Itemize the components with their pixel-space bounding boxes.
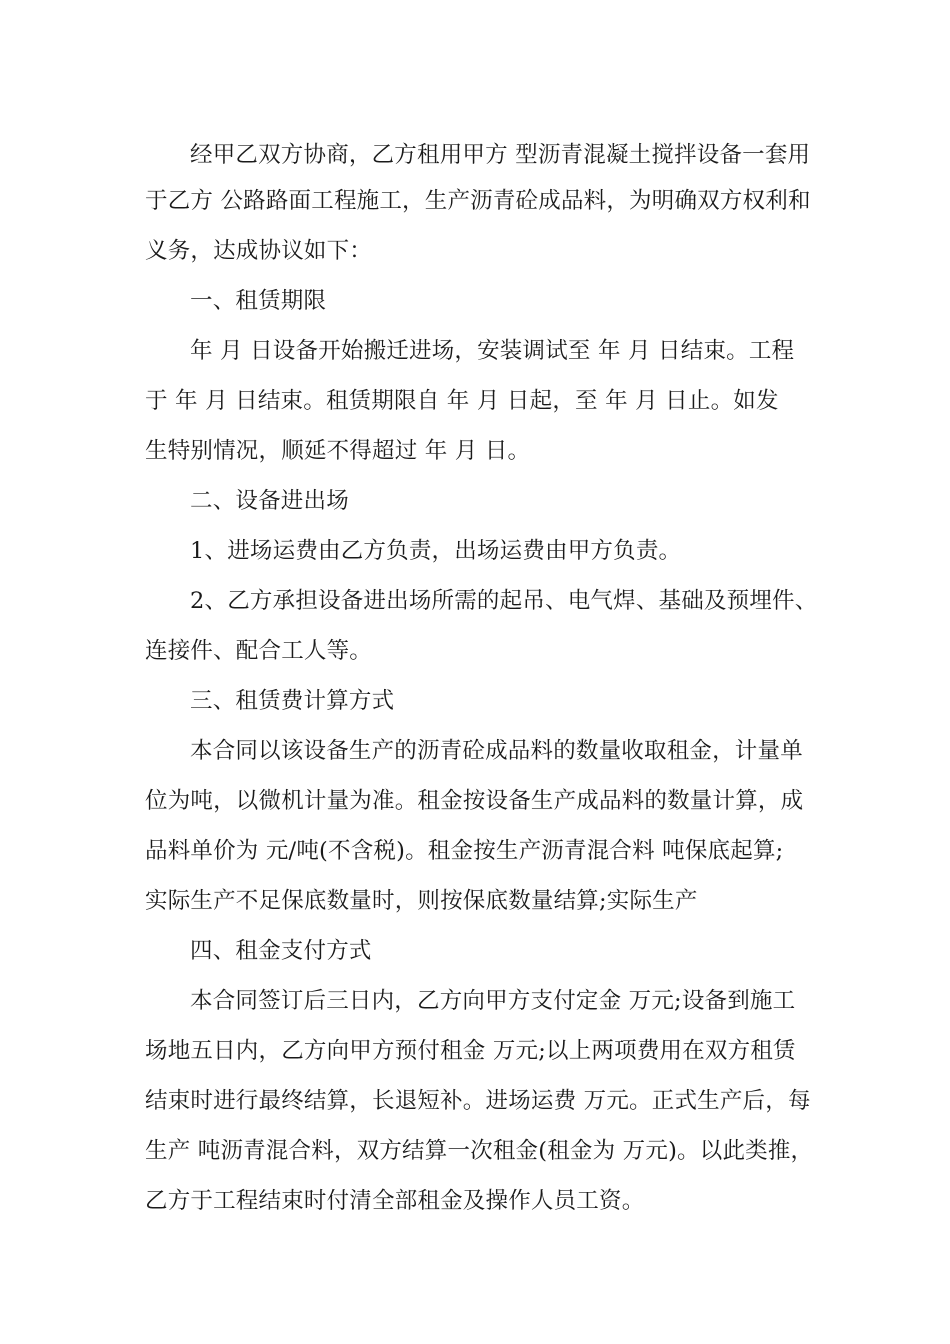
section-heading: 一、租赁期限 (190, 288, 327, 314)
paragraph-line: 于 年 月 日结束。租赁期限自 年 月 日起，至 年 月 日止。如发 (145, 388, 779, 414)
paragraph-line: 场地五日内，乙方向甲方预付租金 万元;以上两项费用在双方租赁 (145, 1038, 796, 1064)
section-heading: 二、设备进出场 (190, 488, 349, 514)
paragraph-line: 于乙方 公路路面工程施工，生产沥青砼成品料，为明确双方权利和 (145, 188, 811, 214)
paragraph-line: 2、乙方承担设备进出场所需的起吊、电气焊、基础及预埋件、 (190, 588, 818, 614)
paragraph-line: 本合同签订后三日内，乙方向甲方支付定金 万元;设备到施工 (190, 988, 796, 1014)
paragraph-line: 生特别情况，顺延不得超过 年 月 日。 (145, 438, 531, 464)
paragraph-line: 位为吨，以微机计量为准。租金按设备生产成品料的数量计算，成 (145, 788, 804, 814)
paragraph-line: 年 月 日设备开始搬迁进场，安装调试至 年 月 日结束。工程 (190, 338, 795, 364)
paragraph-line: 实际生产不足保底数量时，则按保底数量结算;实际生产 (145, 888, 698, 914)
paragraph-line: 1、进场运费由乙方负责，出场运费由甲方负责。 (190, 538, 682, 564)
section-heading: 三、租赁费计算方式 (190, 688, 395, 714)
paragraph-line: 本合同以该设备生产的沥青砼成品料的数量收取租金，计量单 (190, 738, 803, 764)
paragraph-line: 品料单价为 元/吨(不含税)。租金按生产沥青混合料 吨保底起算; (145, 838, 784, 864)
paragraph-line: 义务，达成协议如下： (145, 238, 373, 264)
paragraph-line: 乙方于工程结束时付清全部租金及操作人员工资。 (145, 1188, 645, 1214)
section-heading: 四、租金支付方式 (190, 938, 372, 964)
paragraph-line: 连接件、配合工人等。 (145, 638, 373, 664)
paragraph-line: 经甲乙双方协商，乙方租用甲方 型沥青混凝土搅拌设备一套用 (190, 142, 811, 168)
paragraph-line: 生产 吨沥青混合料，双方结算一次租金(租金为 万元)。以此类推， (145, 1138, 814, 1164)
paragraph-line: 结束时进行最终结算，长退短补。进场运费 万元。正式生产后，每 (145, 1088, 811, 1114)
